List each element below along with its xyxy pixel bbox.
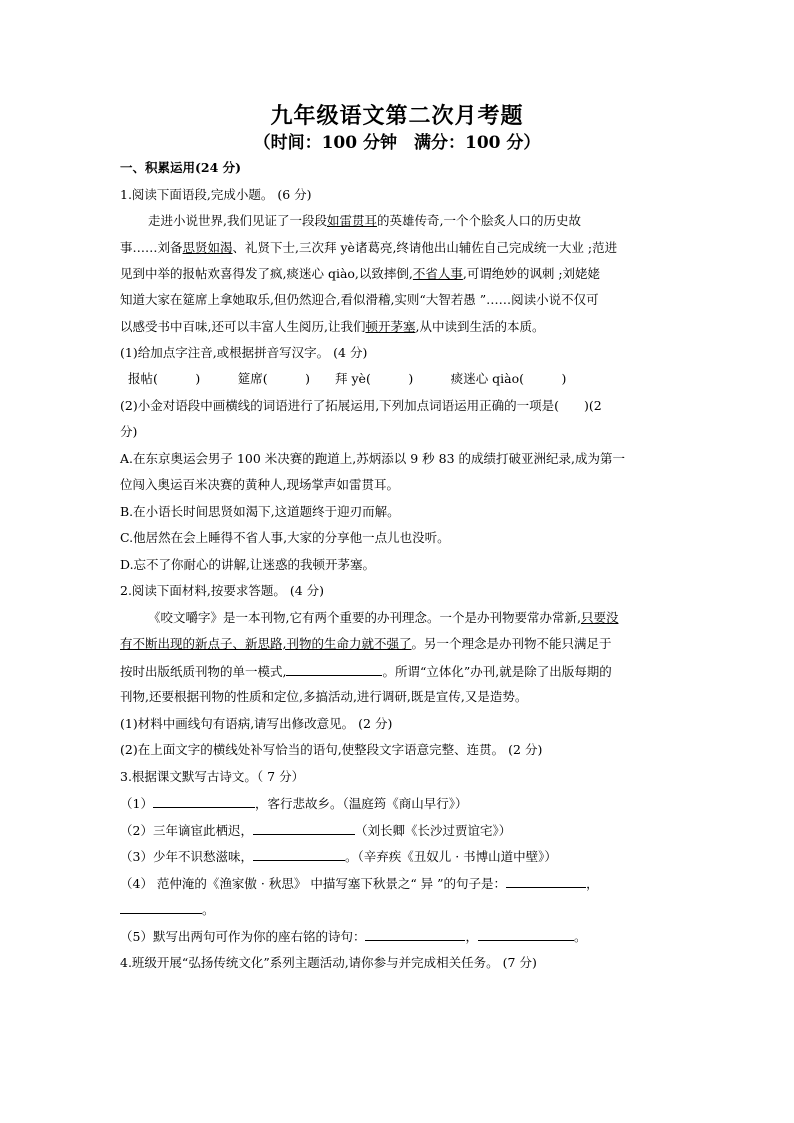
- text: 以感受书中百味,还可以丰富人生阅历,让我们: [120, 319, 366, 334]
- text: 《咬文嚼字》是一本刊物,它有两个重要的办刊理念。一个是办刊物要常办常新,: [148, 610, 581, 625]
- underlined-sentence: 有不断出现的新点子、新思路,刊物的生命力就不强了: [120, 636, 412, 651]
- text: （3）少年不识愁滋味，: [120, 849, 253, 864]
- answer-blank: [365, 928, 465, 941]
- text: （4） 范仲淹的《渔家傲 · 秋思》 中描写塞下秋景之“ 异 ”的句子是：: [120, 876, 507, 891]
- text: 的英雄传奇,一个个脍炙人口的历史故: [377, 213, 581, 228]
- q2-passage-line4: 刊物,还要根据刊物的性质和定位,多搞活动,进行调研,既是宣传,又是造势。: [120, 689, 528, 704]
- text: ,从中读到生活的本质。: [415, 319, 545, 334]
- text: （2）三年谪宦此栖迟，: [120, 823, 253, 838]
- q3-line4: [120, 875, 599, 892]
- q2-passage-line3: [120, 663, 612, 680]
- answer-blank: [286, 663, 382, 676]
- answer-blank: [478, 928, 574, 941]
- q3-line5: [120, 928, 587, 945]
- q1-option-b: B.在小语长时间思贤如渴下,这道题终于迎刃而解。: [120, 504, 400, 519]
- text: 事……刘备: [120, 240, 183, 255]
- text: ,可谓绝妙的讽刺 ;刘姥姥: [462, 266, 601, 281]
- text: 。: [573, 929, 587, 944]
- underlined-phrase: 顿开茅塞: [365, 319, 416, 334]
- q2-sub1: (1)材料中画线句有语病,请写出修改意见。 (2 分): [120, 716, 393, 731]
- text: 按时出版纸质刊物的单一模式,: [120, 664, 287, 679]
- underlined-sentence: 只要没: [580, 610, 619, 625]
- text: 。: [202, 902, 215, 917]
- text: 见到中举的报帖欢喜得发了疯,痰迷心 qiào,以致摔倒,: [120, 266, 413, 281]
- q2-passage-line1: [148, 610, 618, 626]
- q1-sub2: (2)小金对语段中画横线的词语进行了拓展运用,下列加点词语运用正确的一项是( )(2: [120, 398, 602, 413]
- q1-sub1-blanks: 报帖( ) 筵席( ) 拜 yè( ) 痰迷心 qiào( ): [128, 371, 567, 386]
- text: 走进小说世界,我们见证了一段段: [148, 213, 327, 228]
- q3-line4-cont: [120, 901, 215, 918]
- text: 。所谓“立体化”办刊,就是除了出版每期的: [382, 664, 612, 679]
- q1-stem: 1.阅读下面语段,完成小题。 (6 分): [120, 187, 312, 202]
- q3-line1: [120, 795, 467, 812]
- text: 。另一个理念是办刊物不能只满足于: [411, 636, 612, 651]
- q3-stem: 3.根据课文默写古诗文。（ 7 分）: [120, 769, 305, 784]
- q1-sub2-cont: 分): [120, 424, 138, 439]
- q1-option-a-line1: A.在东京奥运会男子 100 米决赛的跑道上,苏炳添以 9 秒 83 的成绩打破亚洲纪录,成为第一: [120, 451, 626, 466]
- underlined-phrase: 思贤如渴: [182, 240, 233, 255]
- answer-blank: [253, 848, 345, 861]
- q2-stem: 2.阅读下面材料,按要求答题。 (4 分): [120, 583, 325, 598]
- answer-blank: [506, 875, 586, 888]
- page-title: 九年级语文第二次月考题: [270, 103, 524, 129]
- q3-line3: [120, 848, 557, 865]
- text: （5）默写出两句可作为你的座右铭的诗句：: [120, 929, 366, 944]
- q1-option-a-line2: 位闯入奥运百米决赛的黄种人,现场掌声如雷贯耳。: [120, 477, 399, 492]
- q1-sub1: (1)给加点字注音,或根据拼音写汉字。 (4 分): [120, 345, 368, 360]
- text: 。（辛弃疾《丑奴儿 · 书博山道中壁》）: [344, 849, 557, 864]
- q1-passage-line4: 知道大家在筵席上拿她取乐,但仍然迎合,看似滑稽,实则“大智若愚 ”……阅读小说不仅可: [120, 292, 599, 307]
- q1-option-d: D.忘不了你耐心的讲解,让迷惑的我顿开茅塞。: [120, 557, 376, 572]
- text: ，: [586, 876, 599, 891]
- q1-passage-line2: [120, 240, 617, 256]
- q1-passage-line5: [120, 319, 544, 335]
- q1-option-c: C.他居然在会上睡得不省人事,大家的分享他一点儿也没听。: [120, 530, 450, 545]
- answer-blank: [120, 901, 202, 914]
- q1-passage-line3: [120, 266, 600, 282]
- text: （刘长卿《长沙过贾谊宅》）: [354, 823, 512, 838]
- text: ，: [465, 929, 478, 944]
- q1-passage-line1: [148, 213, 581, 229]
- q2-sub2: (2)在上面文字的横线处补写恰当的语句,使整段文字语意完整、连贯。 (2 分): [120, 742, 543, 757]
- text: 、礼贤下士,三次拜 yè诸葛亮,终请他出山辅佐自己完成统一大业 ;范进: [232, 240, 618, 255]
- underlined-phrase: 如雷贯耳: [326, 213, 377, 228]
- answer-blank: [153, 795, 255, 808]
- page-subtitle: （时间：100 分钟 满分：100 分）: [253, 133, 541, 153]
- underlined-phrase: 不省人事: [412, 266, 463, 281]
- q2-passage-line2: [120, 636, 612, 652]
- answer-blank: [253, 822, 355, 835]
- q3-line2: [120, 822, 511, 839]
- q4-stem: 4.班级开展“弘扬传统文化”系列主题活动,请你参与并完成相关任务。 (7 分): [120, 955, 537, 970]
- text: （1）: [120, 796, 153, 811]
- text: ，客行悲故乡。（温庭筠《商山早行》）: [254, 796, 468, 811]
- section-heading: 一、积累运用(24 分): [120, 160, 242, 175]
